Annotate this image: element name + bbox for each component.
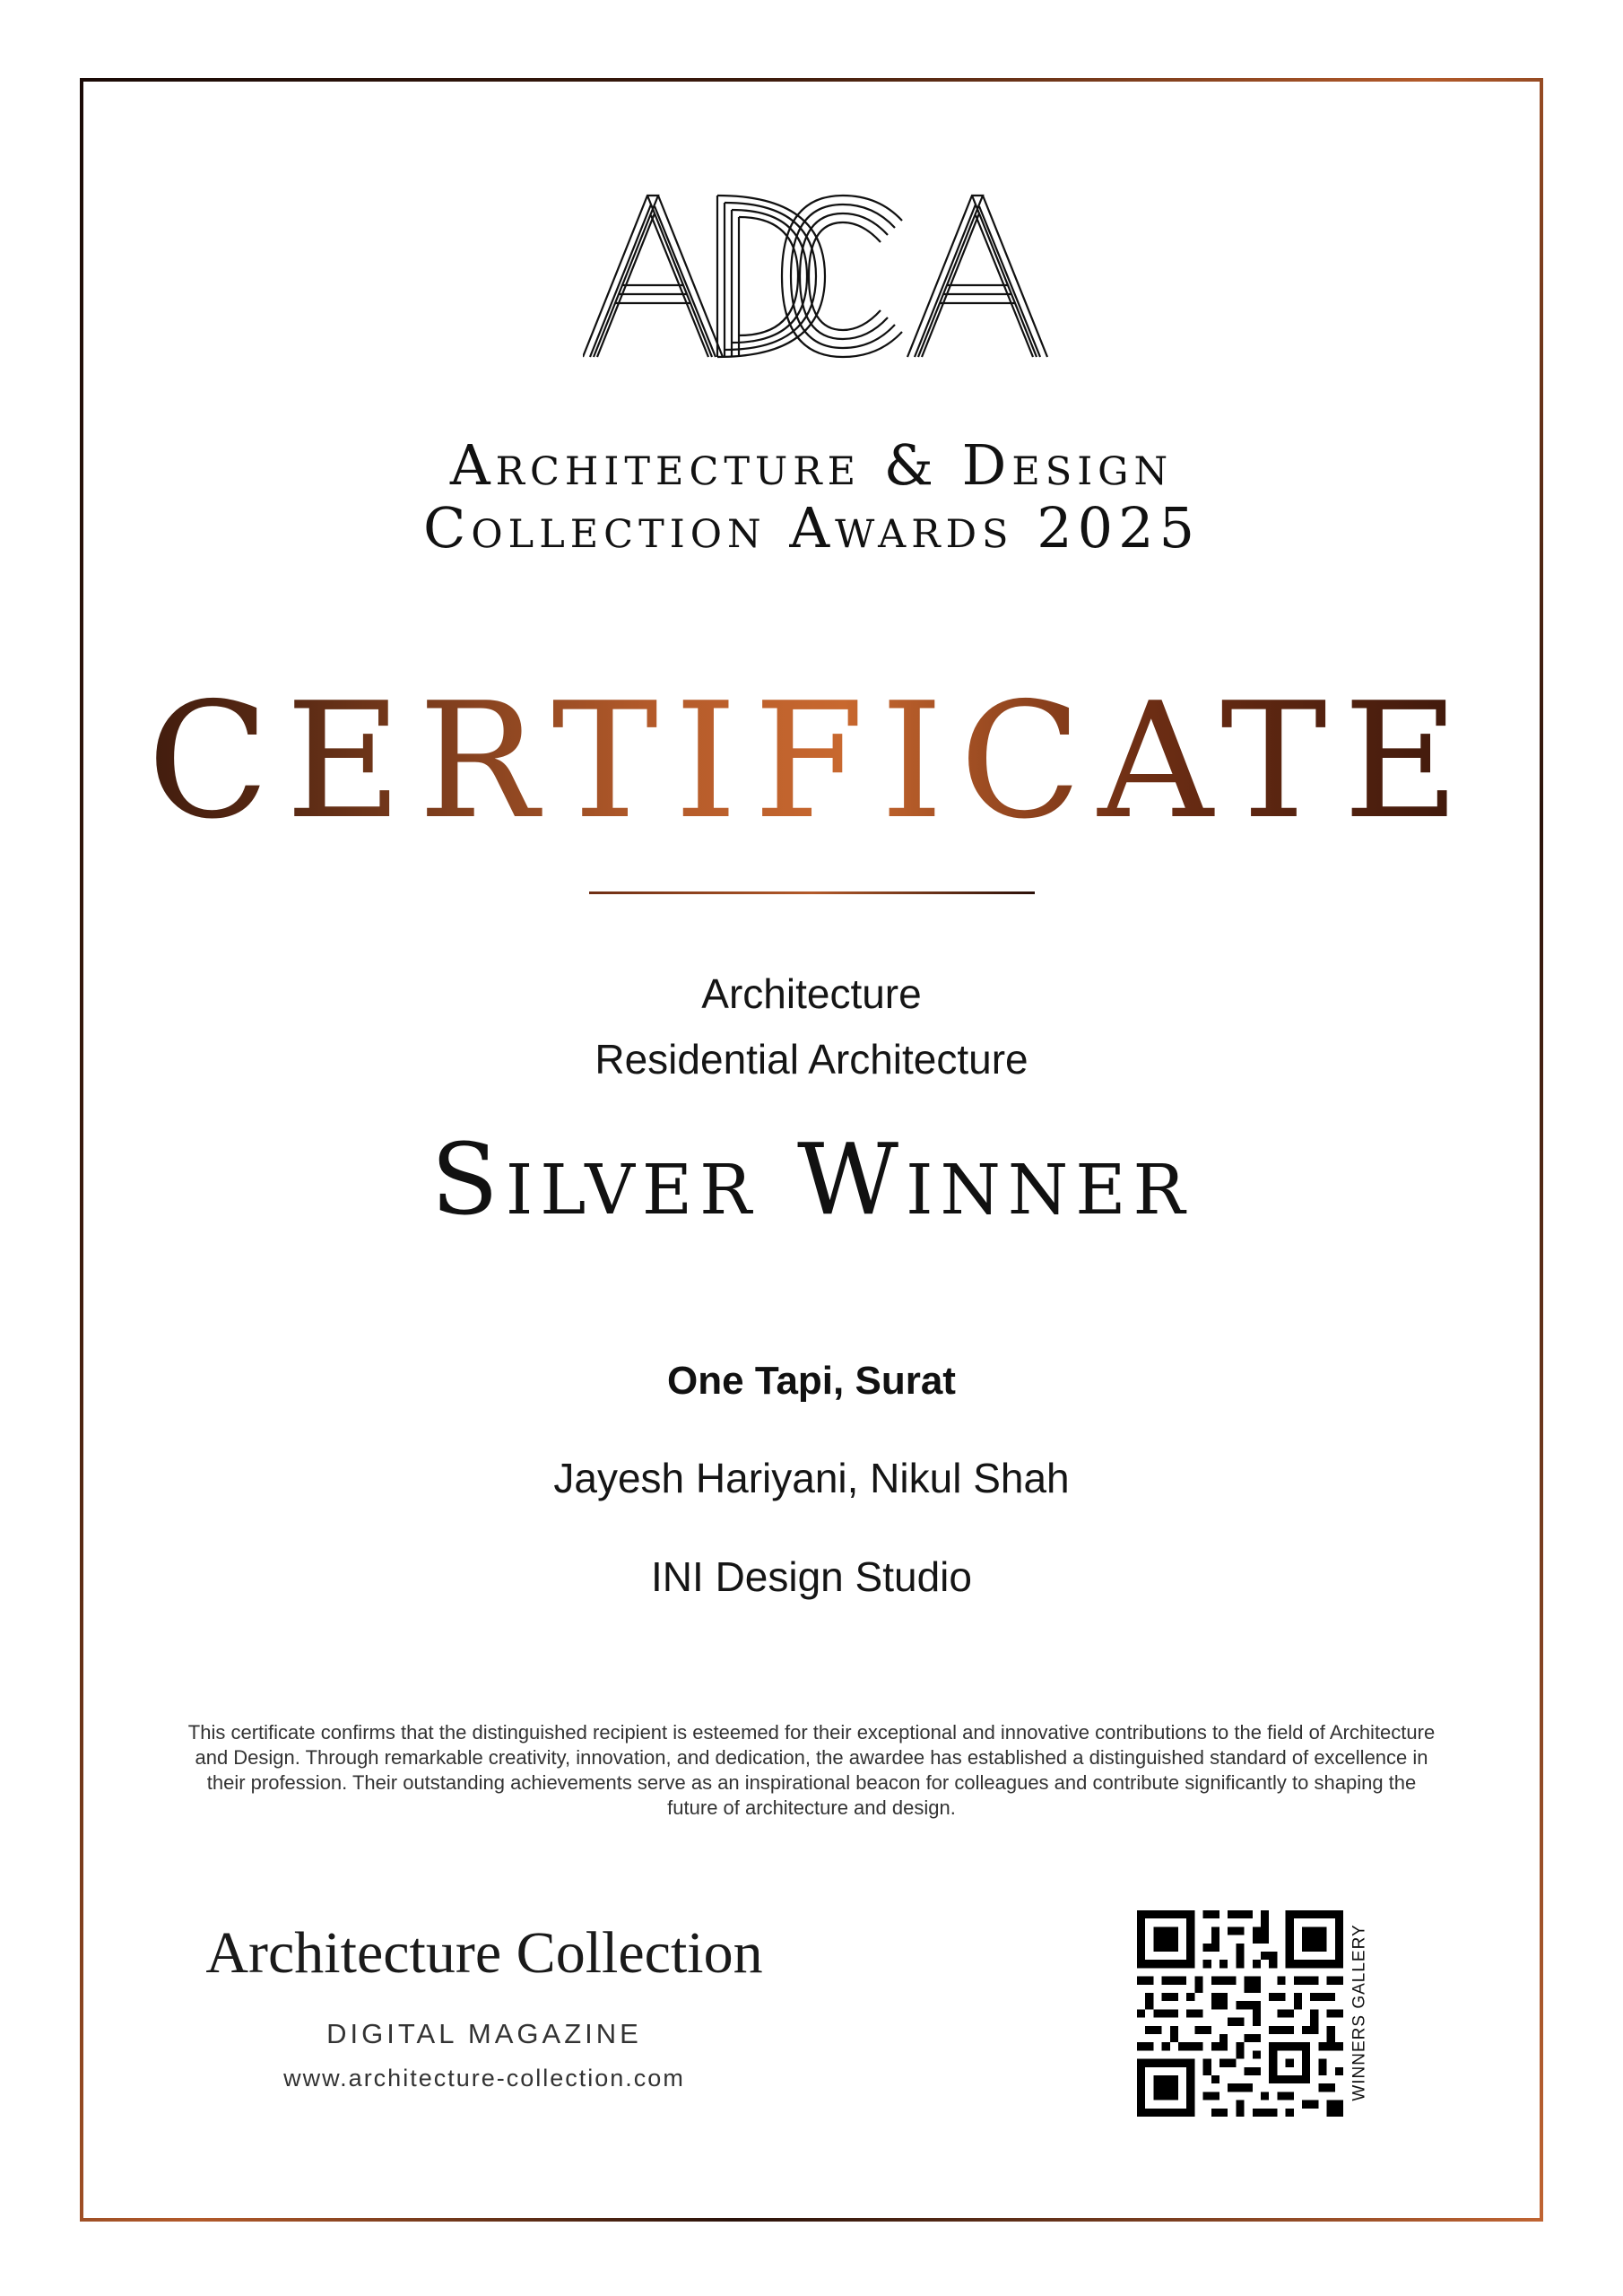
qr-code-label: WINNERS GALLERY <box>1350 1924 1369 2101</box>
org-name-line-2: Collection Awards 2025 <box>422 495 1201 561</box>
certificate-title: CERTIFICATE <box>0 682 1623 841</box>
award-level: Silver Winner <box>430 1122 1193 1237</box>
project-name: One Tapi, Surat <box>667 1359 956 1403</box>
qr-code-icon[interactable] <box>1137 1910 1343 2117</box>
designer-names: Jayesh Hariyani, Nikul Shah <box>553 1455 1070 1501</box>
title-divider <box>589 891 1035 894</box>
adca-logo <box>583 188 1049 363</box>
studio-name: INI Design Studio <box>651 1553 972 1600</box>
magazine-subtitle: DIGITAL MAGAZINE <box>326 2018 642 2049</box>
award-category: Architecture <box>701 970 922 1017</box>
award-subcategory: Residential Architecture <box>595 1036 1028 1083</box>
org-name-line-1: Architecture & Design <box>449 432 1174 498</box>
certificate-statement: This certificate confirms that the distinguished recipient is esteemed for their exceptional and innovative contributions to the field of Architecture and Design. Through remarkable creativity, innovation, and dedication, the awardee has established a distinguished standard of excellence in their profession. Their outstanding achievements serve as an inspirational beacon for colleagues and contribute significantly to shaping the future of architecture and design. <box>187 1721 1436 1819</box>
magazine-website-link[interactable]: www.architecture-collection.com <box>283 2065 685 2092</box>
magazine-title: Architecture Collection <box>205 1920 763 1986</box>
